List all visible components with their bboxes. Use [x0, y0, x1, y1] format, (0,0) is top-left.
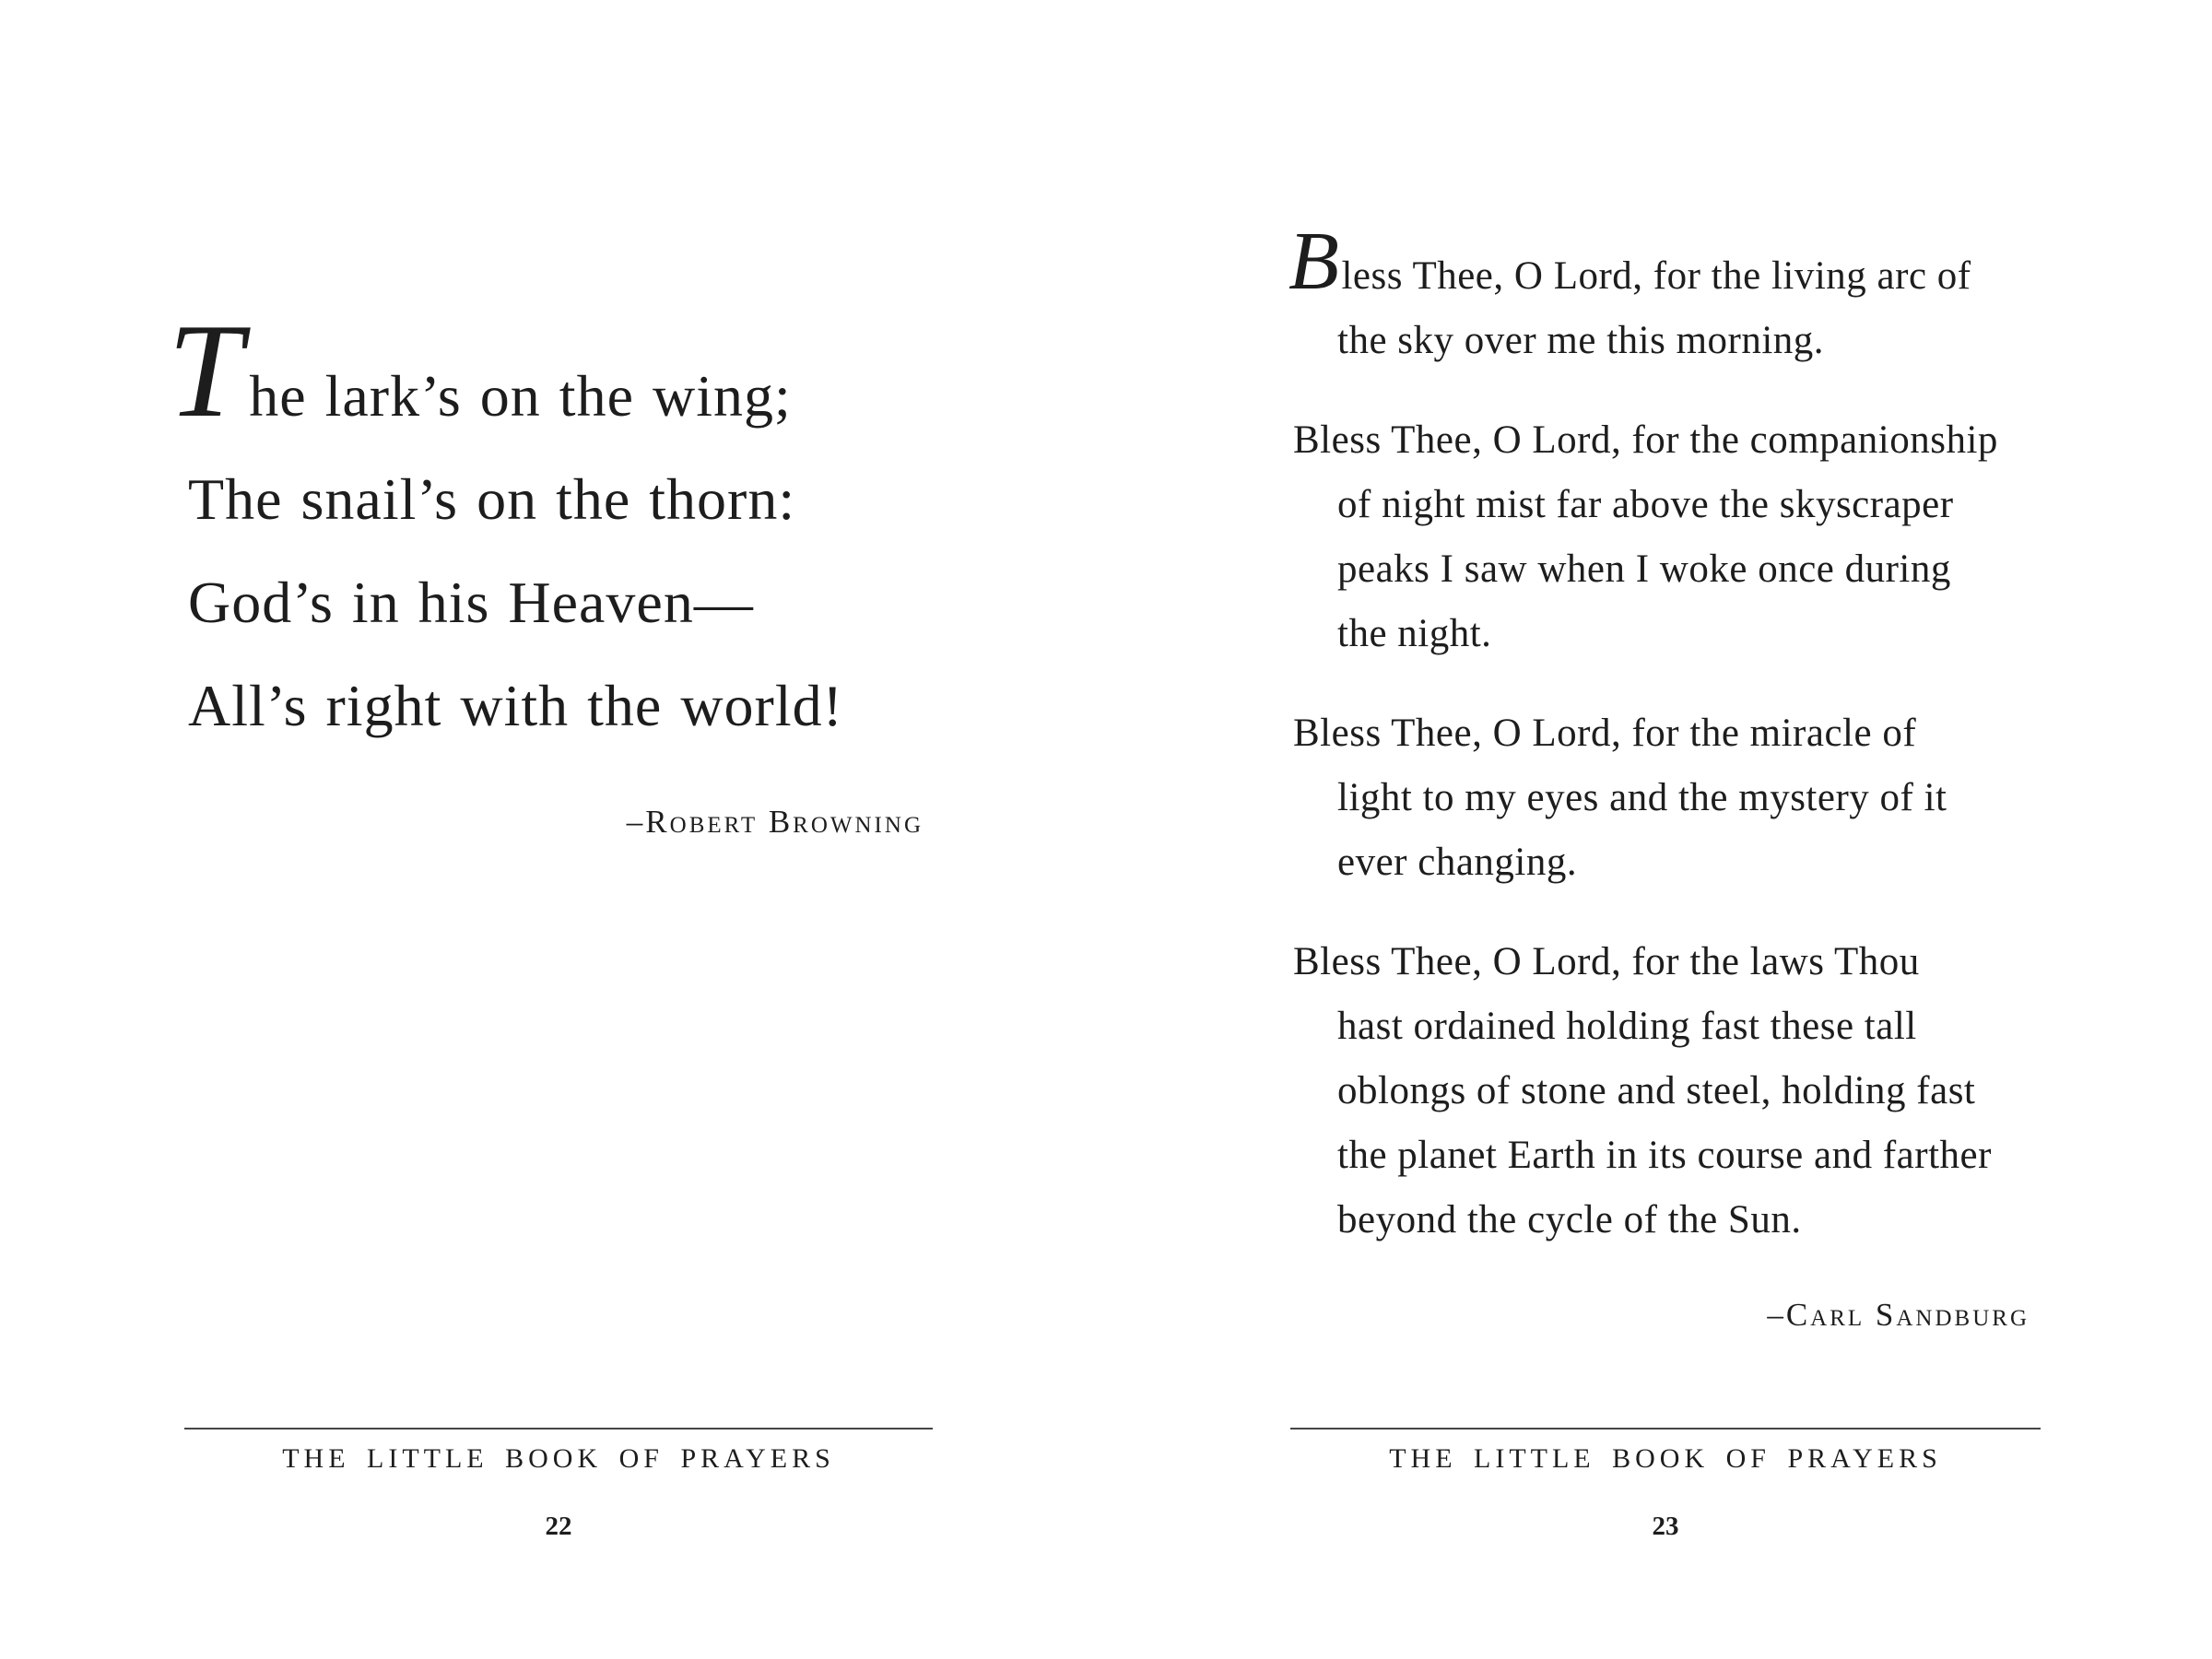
stanza-4-line-2: hast ordained holding fast these tall [1337, 1005, 1917, 1048]
poem-attribution: –Robert Browning [626, 804, 924, 840]
stanza-1-line-1-text: less Thee, O Lord, for the living arc of [1341, 254, 1971, 298]
stanza-1-line-2: the sky over me this morning. [1337, 319, 1825, 362]
poem-line-4: All’s right with the world! [188, 673, 843, 738]
running-title: THE LITTLE BOOK OF PRAYERS [282, 1443, 835, 1474]
stanza-1-line-1 [1288, 216, 2086, 309]
poem-line-3: God’s in his Heaven— [188, 570, 754, 635]
stanza-3-line-2: light to my eyes and the mystery of it [1337, 776, 1947, 819]
prayer-stanza-4 [1293, 930, 2086, 1253]
prayer-stanza-1 [1288, 216, 2086, 373]
stanza-2-line-2: of night mist far above the skyscraper [1337, 483, 1954, 526]
footer-rule [1290, 1428, 2041, 1430]
running-title: THE LITTLE BOOK OF PRAYERS [1389, 1443, 1942, 1474]
footer-rule [184, 1428, 933, 1430]
stanza-4-line-1: Bless Thee, O Lord, for the laws Thou [1293, 940, 1920, 983]
poem [168, 296, 1018, 758]
stanza-4-line-3: oblongs of stone and steel, holding fast [1337, 1069, 1976, 1112]
prayer [1288, 216, 2086, 1253]
page-number: 23 [1652, 1512, 1679, 1541]
poem-line-1-text: he lark’s on the wing; [249, 363, 792, 429]
poem-drop-cap: T [168, 296, 244, 445]
prayer-stanza-3 [1293, 701, 2086, 895]
stanza-3-line-3: ever changing. [1337, 841, 1578, 884]
prayer-drop-cap: B [1288, 216, 1340, 307]
stanza-4-line-5: beyond the cycle of the Sun. [1337, 1198, 1802, 1241]
poem-line-2: The snail’s on the thorn: [188, 466, 796, 532]
stanza-4-line-4: the planet Earth in its course and farther [1337, 1134, 1992, 1177]
prayer-attribution: –Carl Sandburg [1767, 1297, 2030, 1333]
stanza-2-line-4: the night. [1337, 612, 1492, 655]
stanza-2-line-1: Bless Thee, O Lord, for the companionship [1293, 418, 1998, 462]
prayer-stanza-2 [1293, 408, 2086, 666]
page-number: 22 [545, 1512, 572, 1541]
stanza-3-line-1: Bless Thee, O Lord, for the miracle of [1293, 712, 1917, 755]
stanza-2-line-3: peaks I saw when I woke once during [1337, 547, 1951, 591]
poem-line-1 [168, 296, 1018, 448]
right-page [1106, 0, 2212, 1659]
